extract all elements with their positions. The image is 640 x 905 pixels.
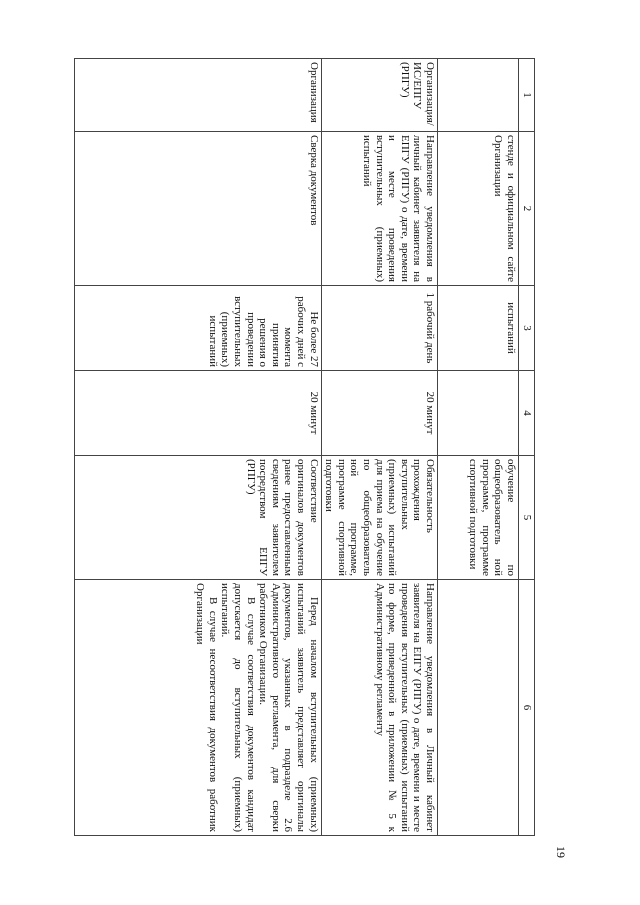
column-number: 3 [519,286,535,371]
cell-actor: Организация/ ИС/ЕПГУ (РПГУ) [321,59,437,132]
cell-actor: Организация [74,59,321,132]
cell-term: Не более 27 рабочих дней с момента принятия решения о проведении вступительных (приемных) испытаний [74,286,321,371]
result-paragraph: В случае соответствия документов кандидат допускается до вступительных (приемных) испытаний. [219,583,257,832]
cell-term: испытаний [438,286,519,371]
column-number: 1 [519,59,535,132]
result-paragraph: Перед началом вступительных (приемных) испытаний заявитель представляет оригиналы документов, указанных в подразделе 2.6 Административного регламента, для сверки работником Организации. [257,583,320,832]
cell-actor [438,59,519,132]
procedure-table [74,58,535,836]
cell-criteria: обучение по общеобразователь ной программе, программе спортивной подготовки [438,456,519,580]
table-row [74,59,321,836]
column-number: 5 [519,456,535,580]
cell-duration: 20 минут [74,371,321,456]
column-number: 4 [519,371,535,456]
page-number: 19 [554,846,568,858]
cell-term: 1 рабочий день [321,286,437,371]
cell-duration: 20 минут [321,371,437,456]
cell-action: стенде и официальном сайте Организации [438,132,519,286]
result-paragraph: В случае несоответствия документов работник Организации [194,583,219,832]
cell-result [438,580,519,836]
table-row [321,59,437,836]
cell-criteria: Обязательность прохождения вступительных (приемных) испытаний для приема на обучение по общеобразователь ной программе, программе спортивной подготовки [321,456,437,580]
column-number: 2 [519,132,535,286]
cell-result: Направление уведомления в Личный кабинет заявителя на ЕПГУ (РПГУ) о дате, времени и месте проведения вступительных (приемных) испытаний по форме, приведенной в приложении № 5 к Административному регламенту [321,580,437,836]
column-numbers-row [519,59,535,836]
column-number: 6 [519,580,535,836]
cell-action: Направление уведомления в личный кабинет заявителя на ЕПГУ (РПГУ) о дате, времени и месте проведения вступительных (приемных) испытаний [321,132,437,286]
cell-criteria: Соответствие оригиналов документов ранее предоставленным сведениям заявителем посредством ЕПГУ (РПГУ) [74,456,321,580]
cell-duration [438,371,519,456]
table-row [438,59,519,836]
cell-result [74,580,321,836]
cell-action: Сверка документов [74,132,321,286]
